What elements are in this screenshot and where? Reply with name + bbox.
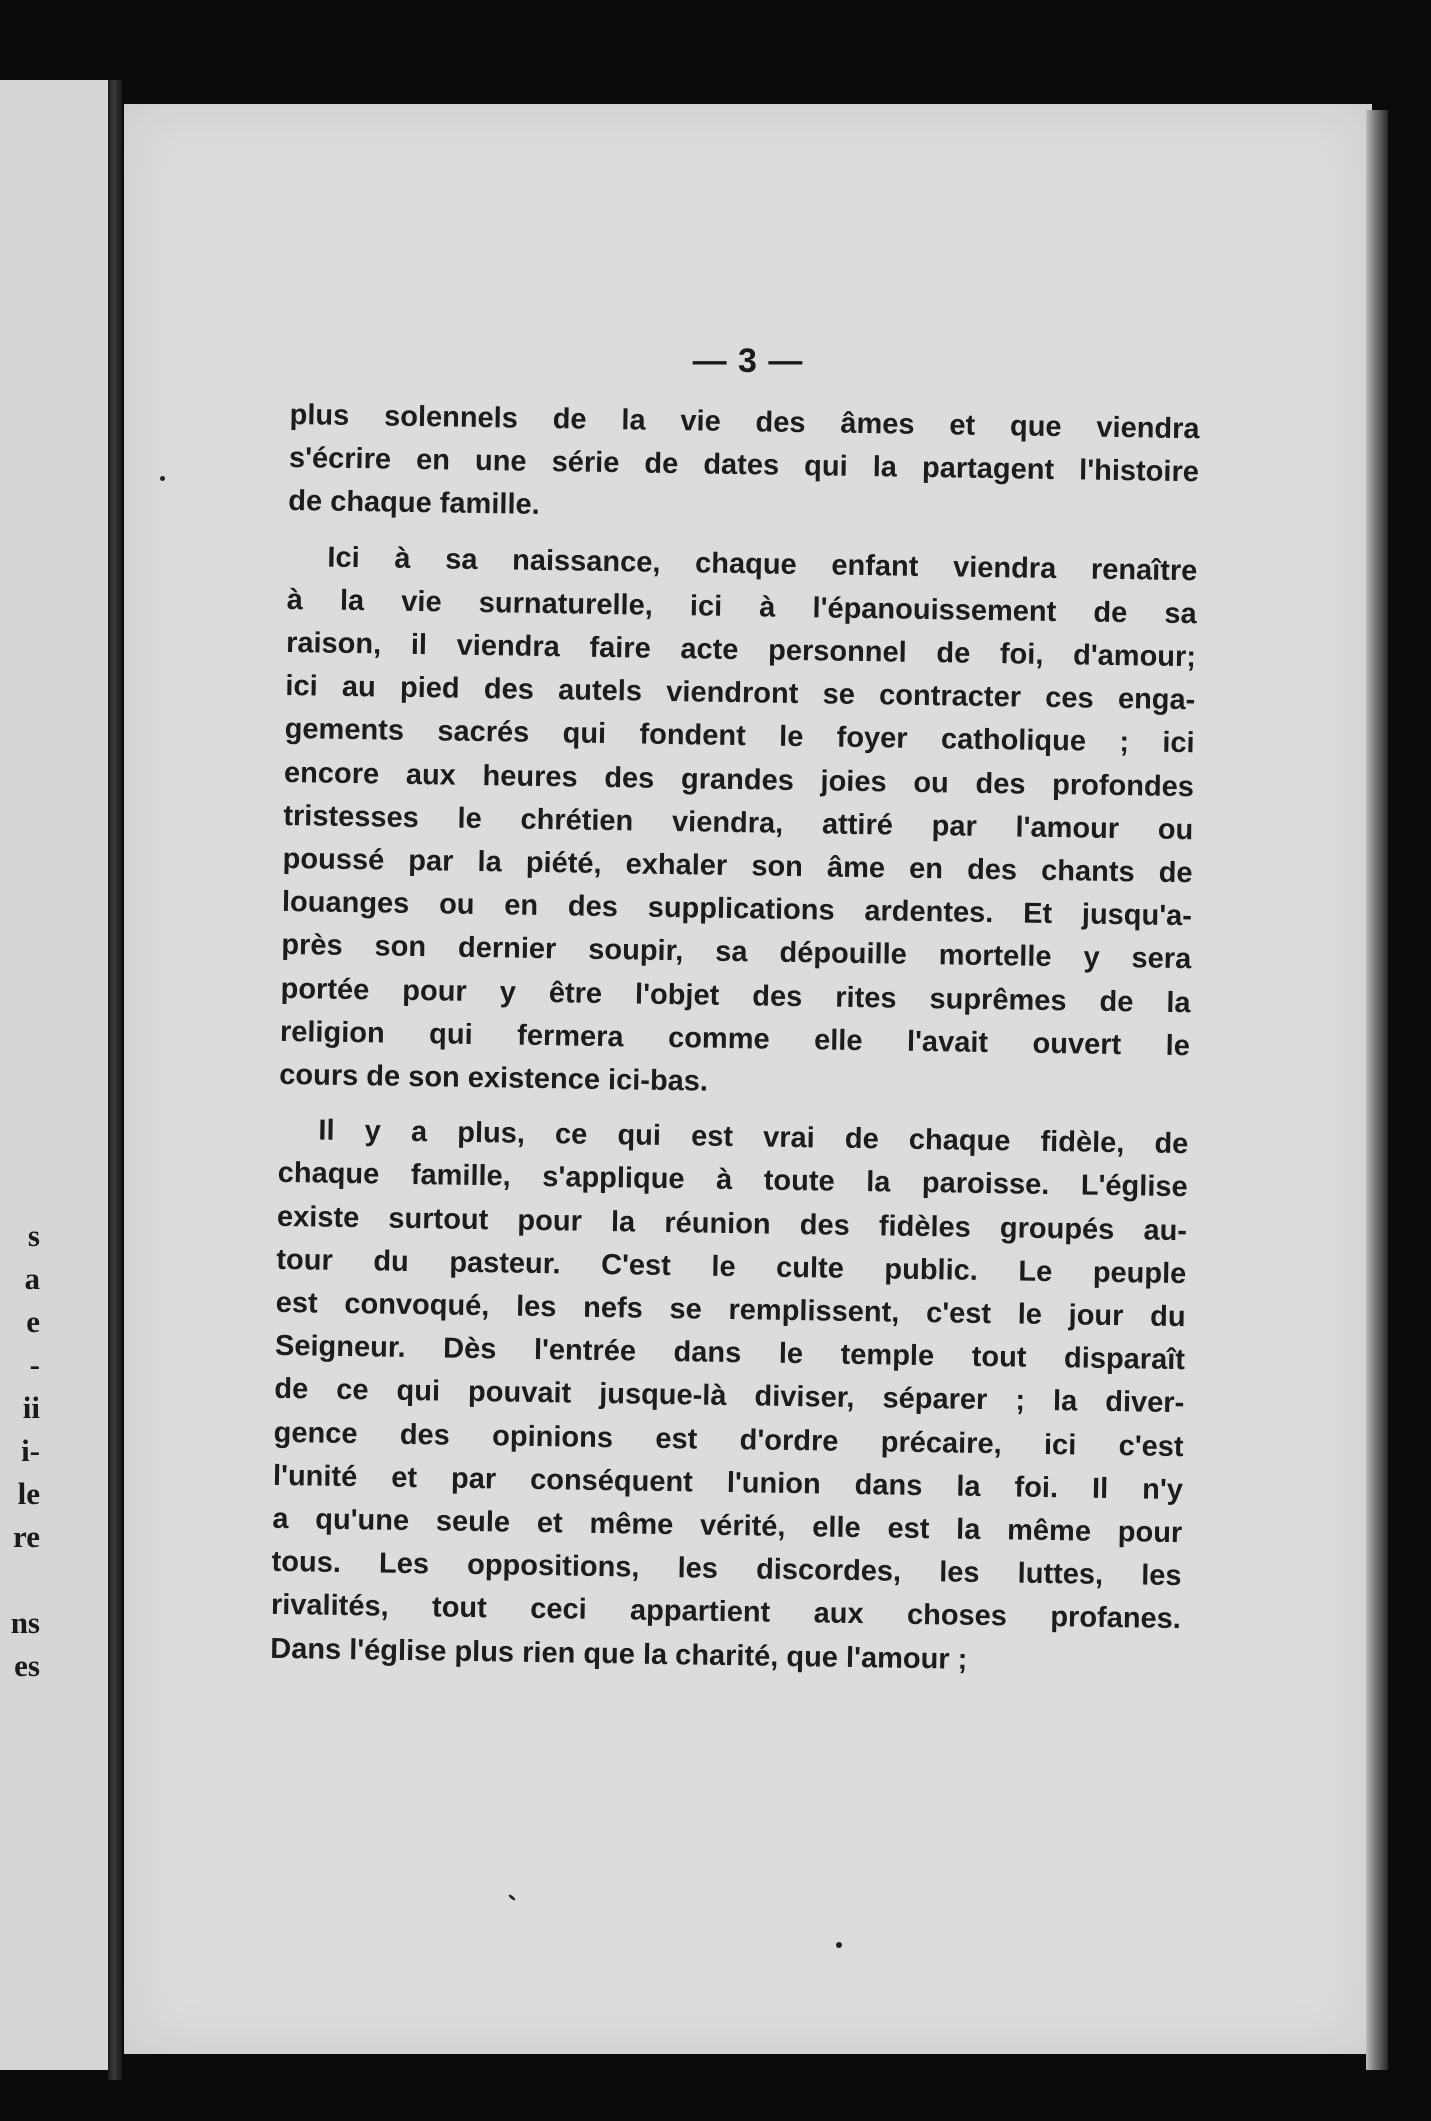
text-line: Dans l'église plus rien que la charité, que l'amour ;	[270, 1632, 968, 1676]
text-line: poussé par la piété, exhaler son âme en des chants de	[282, 842, 1193, 890]
text-line: louanges ou en des supplications ardentes. Et jusqu'a-	[281, 886, 1193, 933]
previous-page-fragment	[0, 80, 120, 2070]
text-line: s'écrire en une série de dates qui la partagent l'histoire	[288, 442, 1200, 489]
text-line: Seigneur. Dès l'entrée dans le temple tout disparaît	[274, 1330, 1186, 1377]
text-line: tous. Les oppositions, les discordes, les luttes, les	[271, 1546, 1182, 1593]
text-line: existe surtout pour la réunion des fidèles groupés au-	[276, 1200, 1188, 1247]
fragment: ns	[10, 1605, 40, 1640]
fragment	[0, 1559, 40, 1602]
text-line: Il y a plus, ce qui est vrai de chaque fidèle, de	[318, 1114, 1189, 1161]
previous-page-line-ends	[0, 1215, 40, 1688]
text-line: tour du pasteur. C'est le culte public. Le peuple	[276, 1243, 1187, 1291]
text-line: raison, il viendra faire acte personnel de foi, d'amour;	[285, 626, 1197, 674]
book-spine	[108, 80, 122, 2080]
fragment: ii	[22, 1390, 40, 1425]
text-line: chaque famille, s'applique à toute la paroisse. L'église	[277, 1157, 1188, 1204]
text-line: ici au pied des autels viendront se contracter ces enga-	[285, 670, 1196, 717]
text-line: gence des opinions est d'ordre précaire, ici c'est	[273, 1416, 1184, 1463]
fragment: re	[13, 1519, 40, 1554]
text-line: près son dernier soupir, sa dépouille mortelle y sera	[281, 929, 1192, 976]
text-line: plus solennels de la vie des âmes et que viendra	[289, 398, 1200, 446]
book-page	[124, 104, 1372, 2054]
ink-speck	[836, 1942, 842, 1948]
text-line: portée pour y être l'objet des rites suprêmes de la	[280, 972, 1191, 1019]
text-line: a qu'une seule et même vérité, elle est la même pour	[272, 1502, 1183, 1550]
fragment: le	[17, 1476, 40, 1511]
fragment: e	[26, 1304, 40, 1339]
text-line: est convoqué, les nefs se remplissent, c'est le jour du	[275, 1286, 1186, 1334]
text-line: tristesses le chrétien viendra, attiré par l'amour ou	[283, 799, 1194, 847]
text-line: Ici à sa naissance, chaque enfant viendra renaître	[327, 541, 1198, 587]
ink-speck	[160, 476, 165, 481]
text-line: à la vie surnaturelle, ici à l'épanouissement de sa	[286, 583, 1197, 631]
fragment: a	[24, 1261, 40, 1296]
paragraph-2	[279, 536, 1198, 1112]
fragment: i-	[21, 1433, 40, 1468]
text-line: l'unité et par conséquent l'union dans la foi. Il n'y	[272, 1459, 1184, 1507]
page-edge	[1366, 110, 1388, 2070]
text-line: encore aux heures des grandes joies ou des profondes	[283, 756, 1195, 803]
paragraph-1	[288, 394, 1200, 538]
fragment: es	[14, 1648, 40, 1683]
text-line: gements sacrés qui fondent le foyer catholique ; ici	[284, 713, 1195, 760]
text-line: religion qui fermera comme elle l'avait ouvert le	[279, 1015, 1191, 1063]
text-line: de ce qui pouvait jusque-là diviser, séparer ; la diver-	[274, 1373, 1185, 1420]
text-line: cours de son existence ici-bas.	[279, 1058, 709, 1098]
text-line: rivalités, tout ceci appartient aux choses profanes.	[270, 1589, 1182, 1636]
fragment: -	[29, 1347, 40, 1382]
text-line: de chaque famille.	[288, 485, 540, 522]
fragment: s	[27, 1218, 40, 1253]
page-number: — 3 —	[692, 342, 804, 380]
ink-speck	[508, 1894, 516, 1901]
page-body	[270, 394, 1200, 1685]
paragraph-3	[270, 1109, 1189, 1685]
